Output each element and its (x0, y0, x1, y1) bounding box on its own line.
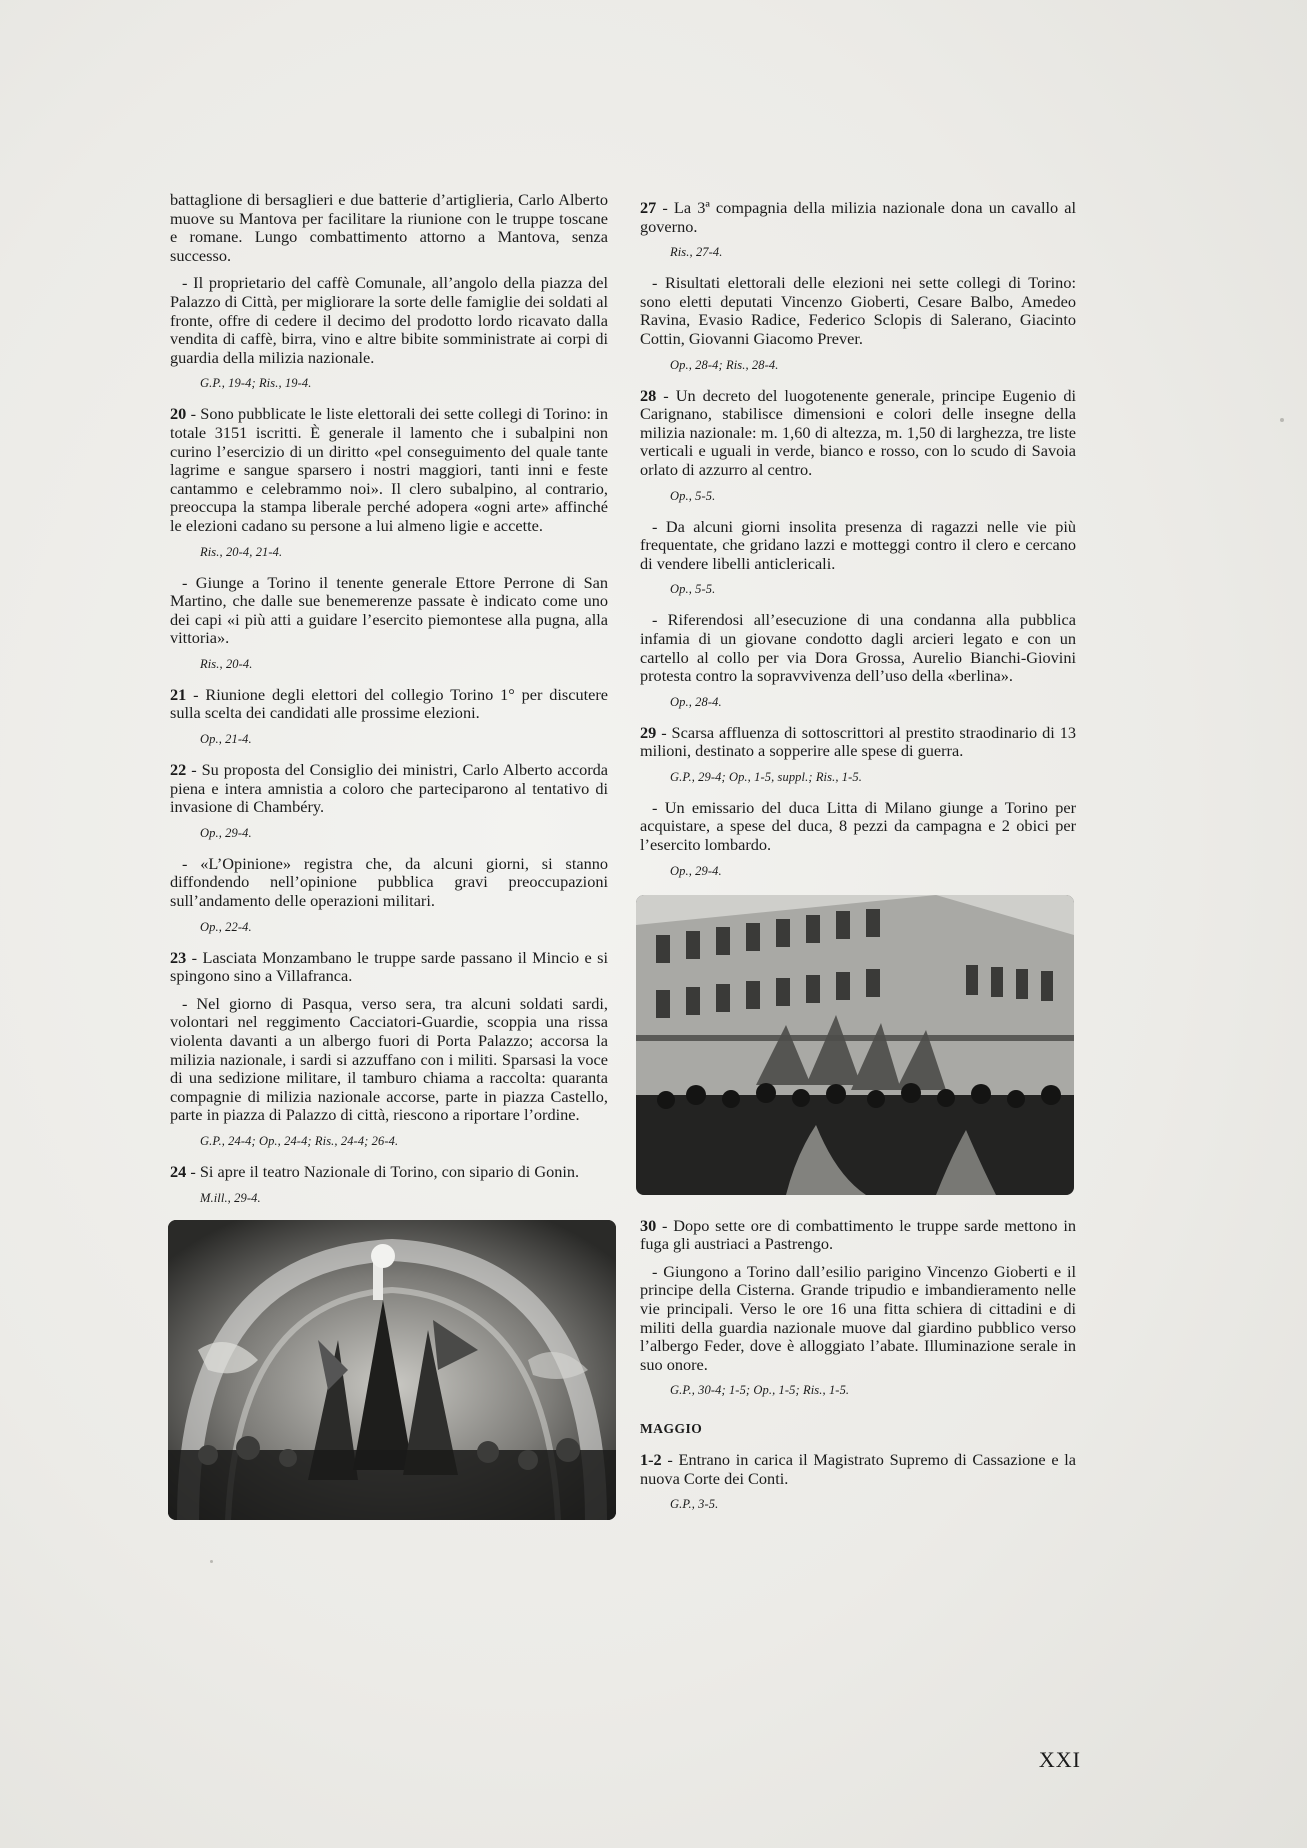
entry-text: - Si apre il teatro Nazionale di Torino, con sipario di Gonin. (186, 1161, 580, 1181)
source-citation: G.P., 3-5. (670, 1497, 719, 1512)
entry-27 (640, 199, 1076, 236)
source-citation: Ris., 20-4, 21-4. (200, 544, 283, 559)
entry-28 (640, 387, 1076, 480)
day-number: 22 (170, 760, 187, 780)
source-citation: G.P., 29-4; Op., 1-5, suppl.; Ris., 1-5. (670, 769, 862, 784)
paragraph: - Riferendosi all’esecuzione di una condanna alla pubblica infamia di un giovane condotto dagli arcieri legato e con un cartello al collo per via Dora Grossa, Aurelio Bianchi-Giovini protesta contro la sopravvivenza dell’uso della «berlina». (640, 610, 1076, 686)
source-citation: Ris., 27-4. (670, 245, 723, 260)
day-number: 20 (170, 404, 187, 424)
source-citation: M.ill., 29-4. (200, 1190, 261, 1205)
paragraph: - Giungono a Torino dall’esilio parigino Vincenzo Gioberti e il principe della Cisterna. Grande tripudio e imbandieramento nelle vie principali. Verso le ore 16 una fitta schiera di cittadini e di militi della guardia nazionale muove dal giardino pubblico verso l’albergo Feder, dove è alloggiato l’abate. Illuminazione serale in suo onore. (640, 1261, 1076, 1374)
entry-29 (640, 724, 1076, 761)
day-number: 23 (170, 947, 187, 967)
source-citation: Ris., 20-4. (200, 656, 253, 671)
entry-text: - Lasciata Monzambano le truppe sarde passano il Mincio e si spingono sino a Villafranca. (170, 947, 608, 986)
entry-text: - Scarsa affluenza di sottoscrittori al prestito straodinario di 13 milioni, destinato a sopperire alle spese di guerra. (640, 722, 1076, 761)
source-citation: G.P., 30-4; 1-5; Op., 1-5; Ris., 1-5. (670, 1383, 850, 1398)
day-number: 29 (640, 722, 657, 742)
street-crowd-engraving (636, 895, 1074, 1195)
paper-speck (1280, 418, 1284, 422)
day-number: 28 (640, 385, 657, 405)
entry-1-2 (640, 1451, 1076, 1488)
day-number: 1-2 (640, 1450, 662, 1469)
entry-text: - Su proposta del Consiglio dei ministri, Carlo Alberto accorda piena e intera amnistia a coloro che parteciparono al tentativo di invasione di Chambéry. (170, 760, 608, 817)
entry-21 (170, 686, 608, 723)
theatre-curtain-engraving (168, 1220, 616, 1520)
paragraph: - Risultati elettorali delle elezioni nei sette collegi di Torino: sono eletti deputati Vincenzo Gioberti, Cesare Balbo, Amedeo Ravina, Evasio Radice, Federico Sclopis di Salerano, Giacinto Cottin, Giovanni Giacomo Prever. (640, 273, 1076, 348)
day-number: 21 (170, 684, 187, 704)
source-citation: Op., 5-5. (670, 582, 716, 597)
day-number: 24 (170, 1161, 187, 1181)
day-number: 27 (640, 198, 657, 217)
entry-text: - La 3ª compagnia della milizia nazionale dona un cavallo al governo. (640, 198, 1076, 236)
entry-text: - Un decreto del luogotenente generale, principe Eugenio di Carignano, stabilisce dimensioni e colori delle insegne della milizia nazionale: m. 1,60 di altezza, m. 1,50 di larghezza, tre liste verticali e uguali in verde, bianco e rosso, con lo scudo di Savoia orlato di azzurro al centro. (640, 385, 1076, 479)
source-citation: Op., 29-4. (200, 825, 252, 840)
source-citation: Op., 29-4. (670, 863, 722, 878)
entry-text: - Riunione degli elettori del collegio Torino 1° per discutere sulla scelta dei candidati alle prossime elezioni. (170, 684, 608, 723)
entry-30 (640, 1217, 1076, 1254)
page-number: XXI (1038, 1747, 1081, 1772)
entry-text: - Sono pubblicate le liste elettorali dei sette collegi di Torino: in totale 3151 iscritti. È generale il lamento che i subalpini non curino l’esercizio di un diritto «pel conseguimento del quale tante lagrime e sangue sparsero i nostri maggiori, tanti inni e feste cantammo e celebrammo noi». Il clero subalpino, al contrario, preoccupa la stampa liberale perché adopera «ogni arte» affinché le elezioni cadano su persone a lui almeno ligie e accette. (170, 404, 608, 535)
paragraph: - Da alcuni giorni insolita presenza di ragazzi nelle vie più frequentate, che gridano lazzi e motteggi contro il clero e cercano di vendere libelli anticlericali. (640, 516, 1076, 573)
paragraph: - Giunge a Torino il tenente generale Ettore Perrone di San Martino, che dalle sue benemerenze passate è indicato come uno dei capi «i più atti a guidare l’esercito piemontese alla pugna, alla vittoria». (170, 572, 608, 648)
source-citation: Op., 5-5. (670, 488, 716, 503)
entry-22 (170, 761, 608, 817)
entry-text: - Entrano in carica il Magistrato Supremo di Cassazione e la nuova Corte dei Conti. (640, 1450, 1076, 1488)
paragraph: - Un emissario del duca Litta di Milano giunge a Torino per acquistare, a spese del duca, 8 pezzi da campagna e 2 obici per l’esercito lombardo. (640, 797, 1076, 855)
source-citation: Op., 28-4; Ris., 28-4. (670, 357, 779, 372)
entry-24 (170, 1163, 608, 1182)
paragraph: - «L’Opinione» registra che, da alcuni giorni, si stanno diffondendo nell’opinione pubblica gravi preoccupazioni sull’andamento delle operazioni militari. (170, 853, 608, 911)
source-citation: G.P., 24-4; Op., 24-4; Ris., 24-4; 26-4. (200, 1133, 399, 1148)
right-column (640, 199, 1076, 1526)
month-heading: MAGGIO (640, 1421, 703, 1437)
entry-text: - Dopo sette ore di combattimento le truppe sarde mettono in fuga gli austriaci a Pastrengo. (640, 1215, 1076, 1254)
left-column (170, 191, 608, 1542)
day-number: 30 (640, 1215, 657, 1235)
source-citation: Op., 28-4. (670, 694, 722, 709)
source-citation: G.P., 19-4; Ris., 19-4. (200, 376, 312, 391)
source-citation: Op., 22-4. (200, 919, 252, 934)
paragraph: battaglione di bersaglieri e due batterie d’artiglieria, Carlo Alberto muove su Mantova per facilitare la riunione con le truppe toscane e romane. Lungo combattimento attorno a Mantova, senza successo. (170, 190, 608, 265)
paper-speck (210, 1560, 213, 1563)
paragraph: - Il proprietario del caffè Comunale, all’angolo della piazza del Palazzo di Città, per migliorare la sorte delle famiglie dei soldati al fronte, offre di cedere il decimo del prodotto lordo ricavato dalla vendita di caffè, birra, vino e altre bibite somministrate ai corpi di guardia della milizia nazionale. (170, 273, 608, 367)
source-citation: Op., 21-4. (200, 732, 252, 747)
entry-23 (170, 949, 608, 986)
paragraph: - Nel giorno di Pasqua, verso sera, tra alcuni soldati sardi, volontari nel reggimento Cacciatori-Guardie, scoppia una rissa violenta davanti a un albergo fuori di Porta Palazzo; accorsa la milizia nazionale, i sardi si azzuffano con i militi. Sparsasi la voce di una sedizione militare, il tamburo chiama a raccolta: quaranta compagnie di milizia nazionale accorse, parte in piazza Castello, parte in piazza di Palazzo di città, riescono a riportare l’ordine. (170, 993, 608, 1125)
entry-20 (170, 405, 608, 535)
